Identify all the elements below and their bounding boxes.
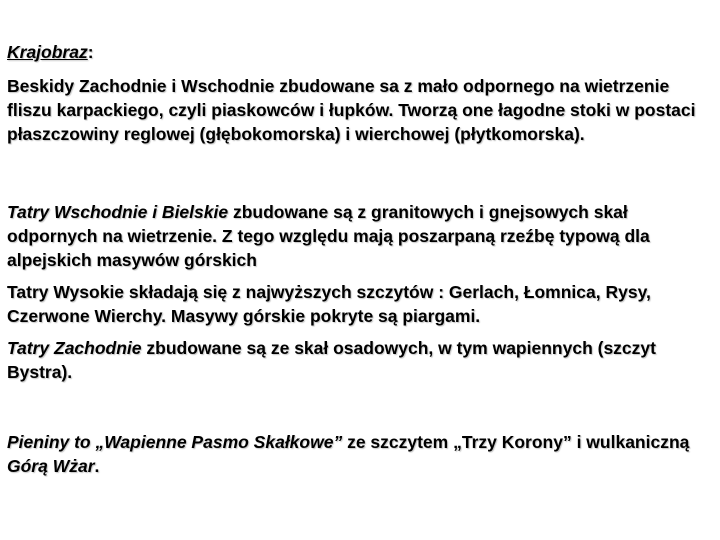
pieniny-end: .	[94, 456, 100, 476]
tatry-wschodnie-label: Tatry Wschodnie i Bielskie	[7, 202, 229, 222]
gora-wzar-label: Górą Wżar	[7, 456, 95, 476]
heading-colon: :	[87, 42, 94, 62]
tatry-wschodnie-text: zbudowane są z granitowych i gnejsowych skał odpornych na wietrzenie. Z tego względu mają poszarpaną rzeźbę typową dla alpejskich masywów górskich	[7, 202, 650, 270]
pieniny-label: Pieniny to „Wapienne Pasmo Skałkowe”	[7, 432, 343, 452]
tatry-zachodnie-text: zbudowane są ze skał osadowych, w tym wapiennych (szczyt Bystra).	[7, 338, 656, 382]
paragraph-tatry-wschodnie	[7, 200, 713, 272]
pieniny-text: ze szczytem „Trzy Korony” i wulkaniczną	[342, 432, 690, 452]
paragraph-pieniny	[7, 430, 713, 478]
paragraph-beskidy: Beskidy Zachodnie i Wschodnie zbudowane sa z mało odpornego na wietrzenie fliszu karpackiego, czyli piaskowców i łupków. Tworzą one łagodne stoki w postaci płaszczowiny reglowej (głębokomorska) i wierchowej (płytkomorska).	[7, 76, 696, 144]
spacer	[7, 392, 713, 430]
slide-content	[7, 40, 713, 486]
paragraph-tatry-wysokie: Tatry Wysokie składają się z najwyższych szczytów : Gerlach, Łomnica, Rysy, Czerwone Wierchy. Masywy górskie pokryte są piargami.	[7, 282, 651, 326]
spacer	[7, 154, 713, 200]
paragraph-tatry-zachodnie	[7, 336, 713, 384]
heading-title: Krajobraz	[7, 42, 88, 62]
tatry-zachodnie-label: Tatry Zachodnie	[7, 338, 142, 358]
section-heading	[7, 40, 713, 64]
